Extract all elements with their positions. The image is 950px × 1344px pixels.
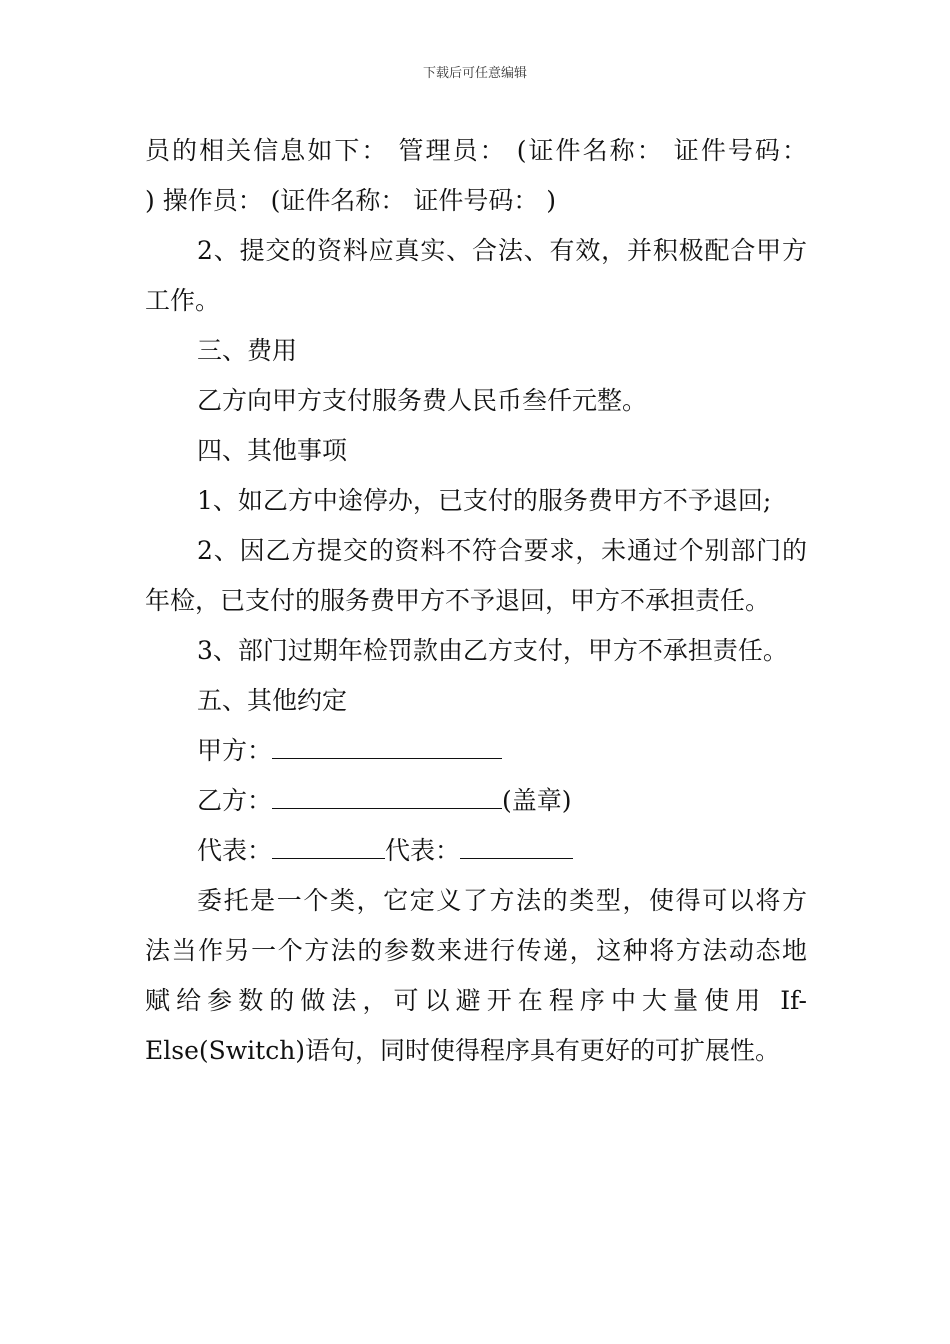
closing-line: 委托是一个类，它定义了方法的类型，使得可以将方 — [197, 886, 807, 915]
text-line: 2、因乙方提交的资料不符合要求，未通过个别部门的 — [197, 536, 807, 565]
representatives-line — [145, 828, 807, 878]
document-body — [145, 128, 807, 1078]
closing-line: Else(Switch)语句，同时使得程序具有更好的可扩展性。 — [145, 1036, 781, 1065]
party-a-blank[interactable] — [272, 734, 502, 759]
text-line: 2、提交的资料应真实、合法、有效，并积极配合甲方 — [197, 236, 807, 265]
text-line: 1、如乙方中途停办，已支付的服务费甲方不予退回; — [197, 486, 772, 515]
text-line: 乙方向甲方支付服务费人民币叁仟元整。 — [197, 386, 648, 415]
closing-line: 法当作另一个方法的参数来进行传递，这种将方法动态地 — [145, 936, 807, 965]
rep-blank-2[interactable] — [460, 834, 573, 859]
rep-blank-1[interactable] — [272, 834, 385, 859]
party-b-line — [145, 778, 807, 828]
section-heading: 四、其他事项 — [197, 436, 348, 465]
section-heading: 三、费用 — [197, 336, 298, 365]
party-a-label: 甲方： — [197, 736, 273, 765]
seal-note: (盖章) — [502, 786, 572, 815]
rep-label-2: 代表： — [385, 836, 461, 865]
party-b-label: 乙方： — [197, 786, 273, 815]
text-line: 3、部门过期年检罚款由乙方支付，甲方不承担责任。 — [197, 636, 788, 665]
text-line: 工作。 — [145, 286, 221, 315]
text-line: 员的相关信息如下： 管理员： (证件名称： 证件号码： — [145, 136, 807, 165]
page-header: 下载后可任意编辑 — [422, 66, 527, 81]
text-line: ) 操作员： (证件名称： 证件号码： ) — [145, 186, 557, 215]
section-heading: 五、其他约定 — [197, 686, 348, 715]
closing-line: 赋给参数的做法，可以避开在程序中大量使用 If- — [145, 986, 807, 1015]
party-b-blank[interactable] — [272, 784, 502, 809]
text-line: 年检，已支付的服务费甲方不予退回，甲方不承担责任。 — [145, 586, 771, 615]
party-a-line — [145, 728, 807, 778]
rep-label-1: 代表： — [197, 836, 273, 865]
